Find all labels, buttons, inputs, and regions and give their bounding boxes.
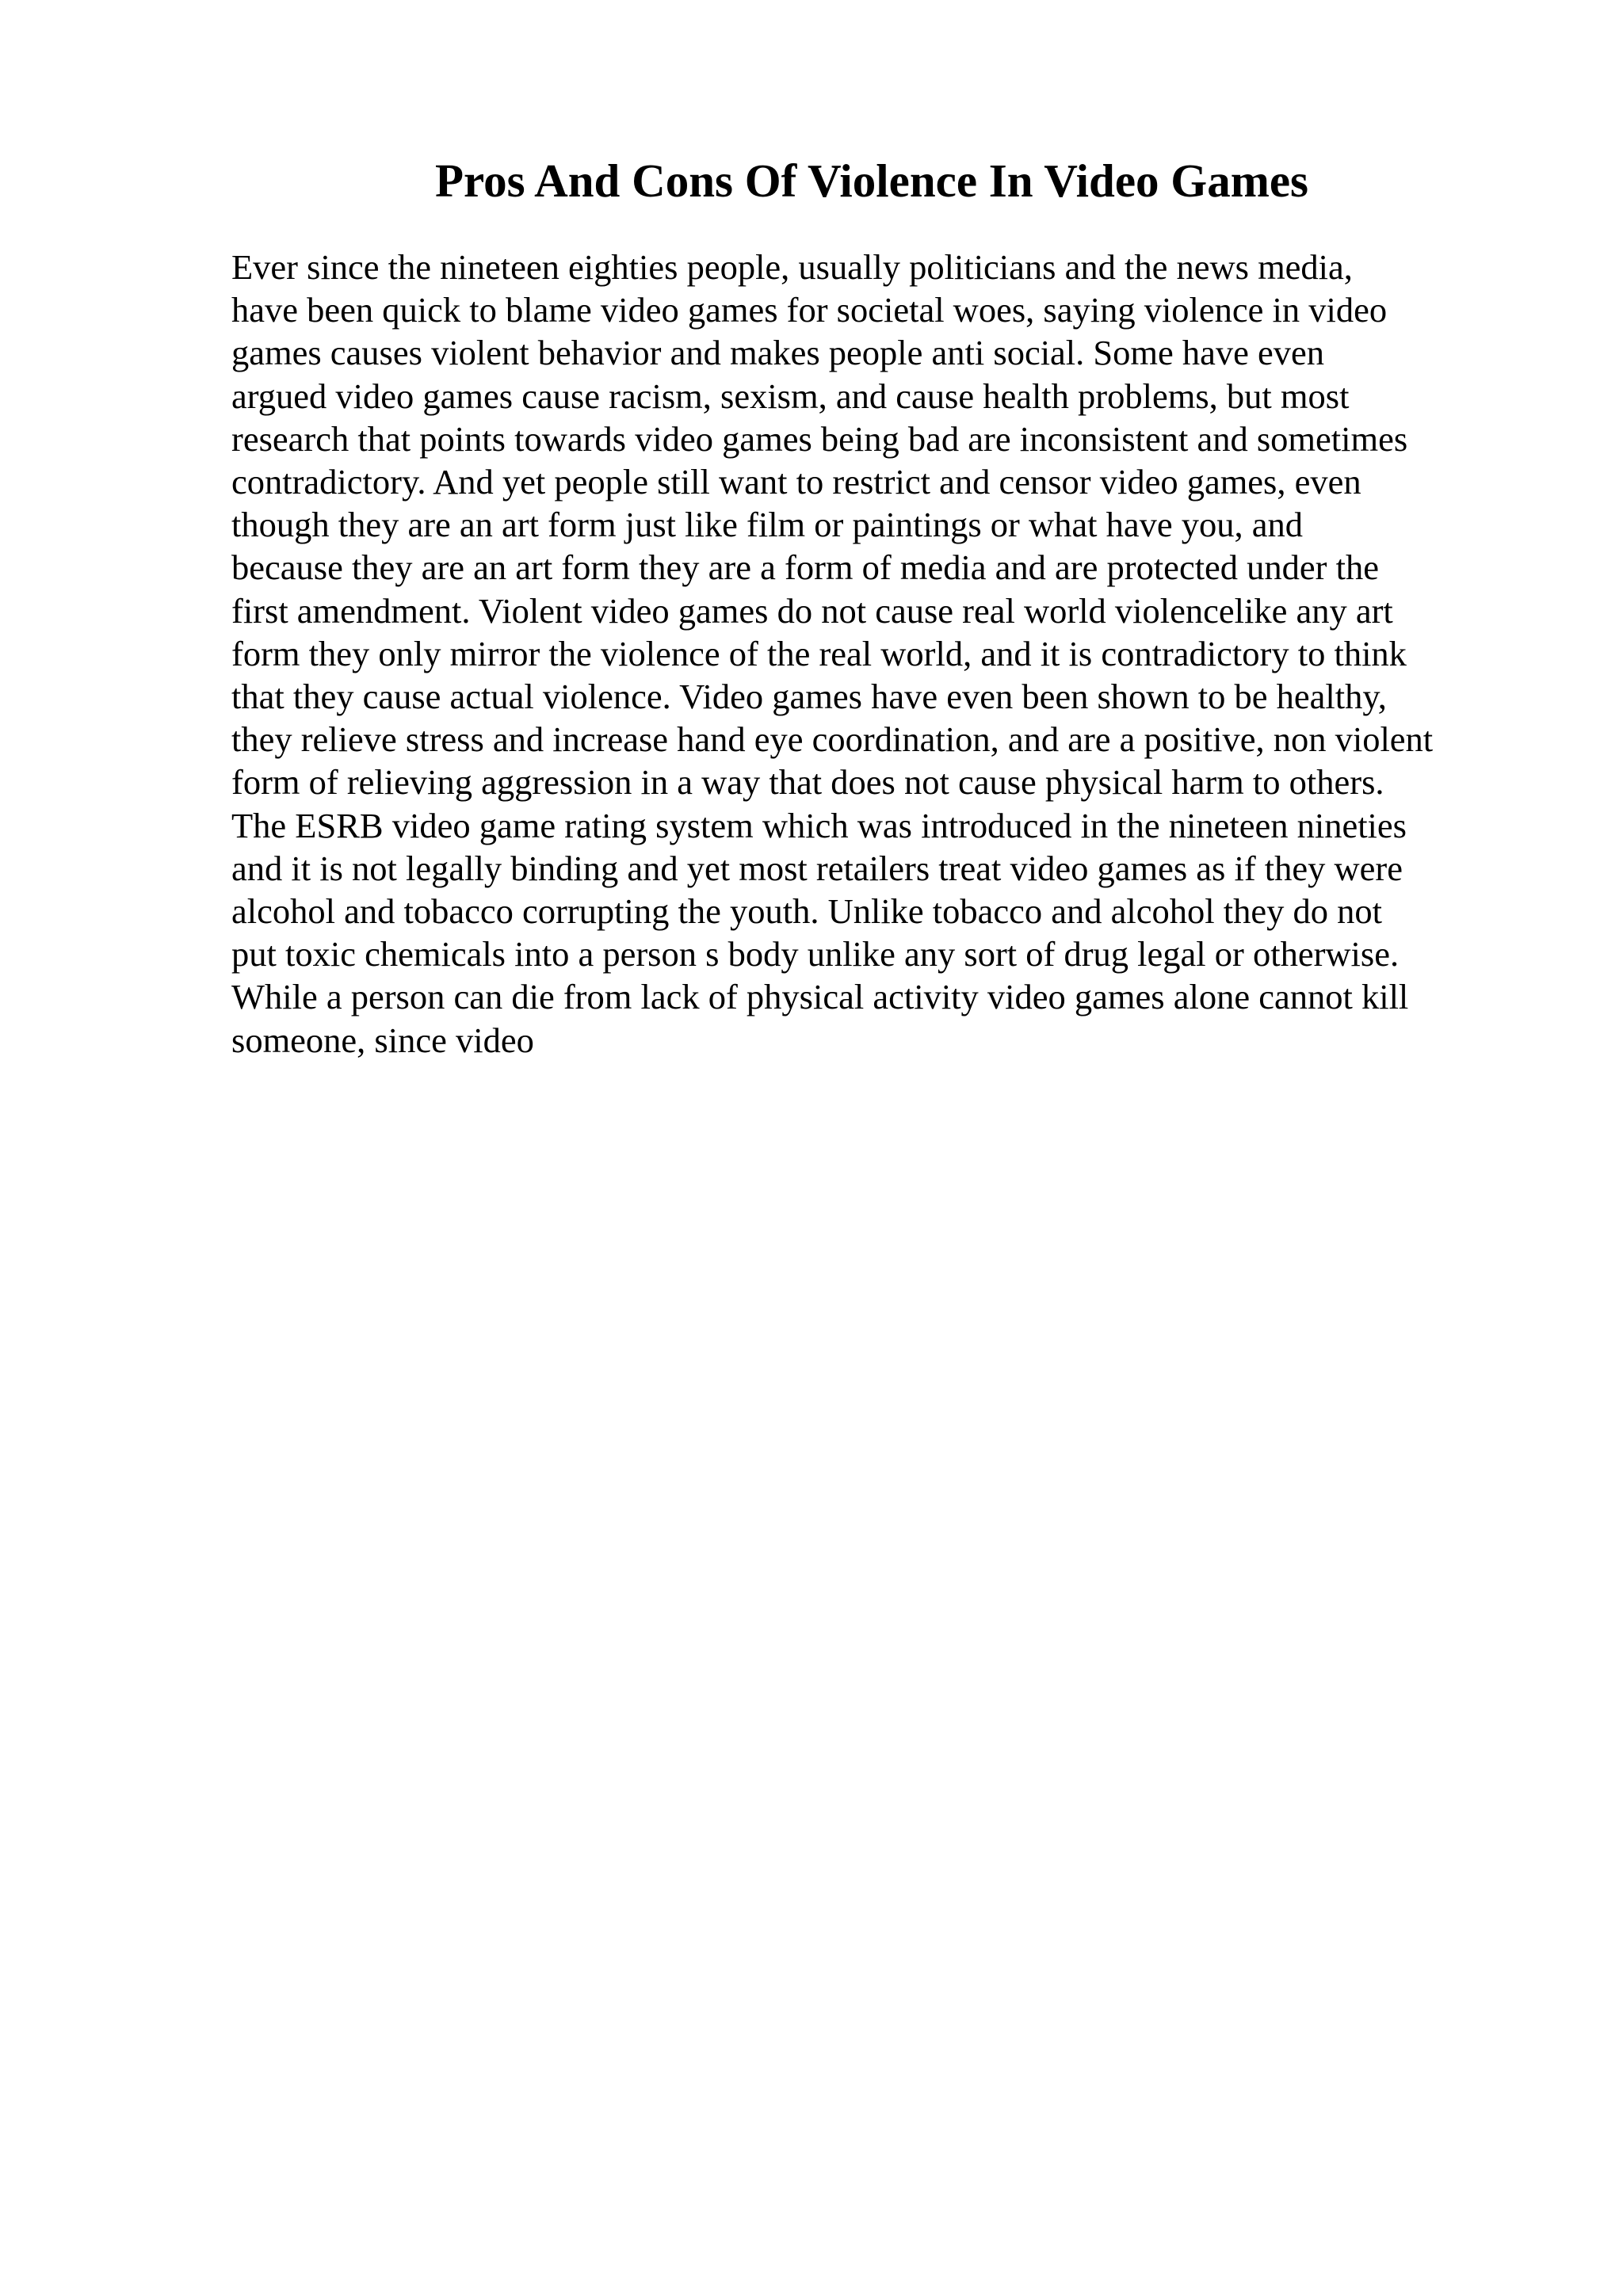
- body-line: games causes violent behavior and makes people anti social. Some have even: [231, 333, 1325, 373]
- body-line: they relieve stress and increase hand eye coordination, and are a positive, non violent: [231, 719, 1434, 760]
- body-line: alcohol and tobacco corrupting the youth. Unlike tobacco and alcohol they do not: [231, 891, 1383, 932]
- body-line: first amendment. Violent video games do not cause real world violencelike any art: [231, 590, 1393, 631]
- document-title: Pros And Cons Of Violence In Video Games: [435, 154, 1308, 207]
- body-line: that they cause actual violence. Video games have even been shown to be healthy,: [231, 677, 1387, 717]
- body-line: because they are an art form they are a form of media and are protected under the: [231, 547, 1379, 588]
- body-line: though they are an art form just like film or paintings or what have you, and: [231, 505, 1303, 545]
- body-line: form of relieving aggression in a way that does not cause physical harm to others.: [231, 762, 1384, 803]
- body-line: and it is not legally binding and yet most retailers treat video games as if they were: [231, 848, 1403, 888]
- body-line: The ESRB video game rating system which was introduced in the nineteen nineties: [231, 805, 1407, 845]
- body-line: Ever since the nineteen eighties people, usually politicians and the news media,: [231, 247, 1353, 287]
- body-line: put toxic chemicals into a person s body unlike any sort of drug legal or otherwise.: [231, 934, 1400, 974]
- body-line: form they only mirror the violence of the real world, and it is contradictory to think: [231, 633, 1407, 673]
- body-line: someone, since video: [231, 1020, 534, 1060]
- body-line: argued video games cause racism, sexism, and cause health problems, but most: [231, 376, 1350, 416]
- document-body: [231, 246, 1499, 1062]
- body-line: While a person can die from lack of physical activity video games alone cannot kill: [231, 977, 1409, 1017]
- body-line: research that points towards video games being bad are inconsistent and sometimes: [231, 418, 1408, 459]
- body-line: contradictory. And yet people still want to restrict and censor video games, even: [231, 462, 1361, 502]
- body-line: have been quick to blame video games for societal woes, saying violence in video: [231, 290, 1388, 330]
